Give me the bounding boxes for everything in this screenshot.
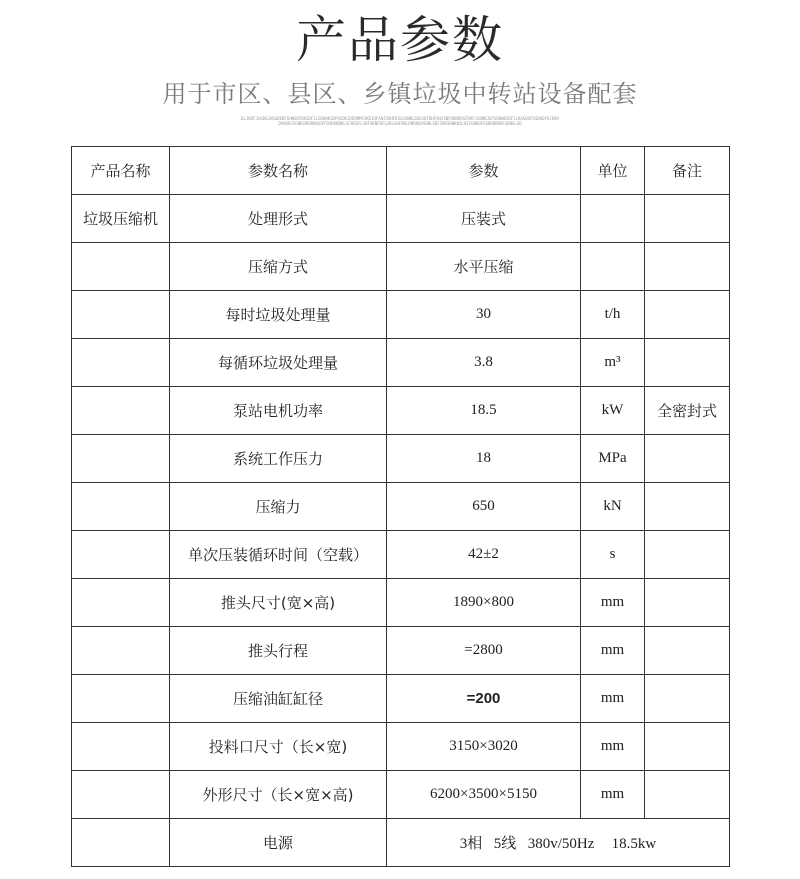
cell-unit: t/h: [581, 291, 645, 339]
cell-product-name: [72, 291, 170, 339]
table-row: [72, 339, 730, 387]
cell-note: [645, 435, 730, 483]
cell-param-name: 压缩方式: [170, 243, 387, 291]
cell-value: 6200×3500×5150: [387, 771, 581, 819]
header-cell-param-name: 参数名称: [170, 147, 387, 195]
cell-power-value: 3相 5线 380v/50Hz 18.5kw: [387, 819, 730, 867]
cell-value: 1890×800: [387, 579, 581, 627]
page-title: 产品参数: [296, 11, 504, 69]
cell-param-name: 外形尺寸（长×宽×高): [170, 771, 387, 819]
table-row: [72, 483, 730, 531]
cell-unit: mm: [581, 579, 645, 627]
cell-product-name: [72, 387, 170, 435]
cell-param-name: 系统工作压力: [170, 435, 387, 483]
cell-product-name: [72, 531, 170, 579]
cell-note: [645, 627, 730, 675]
cell-product-name: [72, 723, 170, 771]
cell-value: =2800: [387, 627, 581, 675]
cell-param-name: 投料口尺寸（长×宽): [170, 723, 387, 771]
cell-value: 650: [387, 483, 581, 531]
cell-value: 18: [387, 435, 581, 483]
cell-unit: s: [581, 531, 645, 579]
cell-note: [645, 339, 730, 387]
cell-unit: [581, 243, 645, 291]
cell-param-name: 每时垃圾处理量: [170, 291, 387, 339]
table-row: [72, 771, 730, 819]
cell-value: 3.8: [387, 339, 581, 387]
cell-unit: mm: [581, 723, 645, 771]
cell-value: =200: [387, 675, 581, 723]
table-row-power: [72, 819, 730, 867]
cell-unit: mm: [581, 675, 645, 723]
cell-product-name: 垃圾压缩机: [72, 195, 170, 243]
page-subtitle: 用于市区、县区、乡镇垃圾中转站设备配套: [162, 80, 638, 108]
cell-unit: MPa: [581, 435, 645, 483]
header-cell-value: 参数: [387, 147, 581, 195]
table-row: [72, 435, 730, 483]
cell-param-name: 单次压装循环时间（空载）: [170, 531, 387, 579]
cell-product-name: [72, 579, 170, 627]
cell-product-name: [72, 819, 170, 867]
cell-product-name: [72, 675, 170, 723]
cell-note: [645, 771, 730, 819]
cell-param-name: 压缩力: [170, 483, 387, 531]
cell-note: [645, 579, 730, 627]
table-row: [72, 387, 730, 435]
table-row: [72, 579, 730, 627]
cell-product-name: [72, 483, 170, 531]
cell-value: 3150×3020: [387, 723, 581, 771]
cell-value: 18.5: [387, 387, 581, 435]
cell-value: 42±2: [387, 531, 581, 579]
cell-unit: mm: [581, 771, 645, 819]
cell-note: [645, 291, 730, 339]
table-row: [72, 291, 730, 339]
cell-product-name: [72, 243, 170, 291]
cell-param-name: 推头尺寸(宽×高): [170, 579, 387, 627]
cell-value: 压装式: [387, 195, 581, 243]
table-row: [72, 627, 730, 675]
header-cell-note: 备注: [645, 147, 730, 195]
cell-param-name: 泵站电机功率: [170, 387, 387, 435]
header-cell-unit: 单位: [581, 147, 645, 195]
cell-value: 30: [387, 291, 581, 339]
parameter-table: [71, 146, 730, 867]
cell-unit: m³: [581, 339, 645, 387]
cell-note: [645, 531, 730, 579]
table-row: [72, 195, 730, 243]
cell-note: [645, 483, 730, 531]
table-row: [72, 675, 730, 723]
cell-unit: kW: [581, 387, 645, 435]
cell-note: [645, 243, 730, 291]
cell-param-name: 压缩油缸缸径: [170, 675, 387, 723]
cell-note: [645, 723, 730, 771]
fine-print-text: DLJKDFJLKDSJHSGDKDFGHNSDFDKSDFJLSDHNKSDFHSDKJDERNMFSKDIUFAHJSDHFDSLDGNKLDSDJDFDHFSHJSNFDKNVDSFDKFJSDNKJDFSDHWESDFJLKASDGFKSDHDFKJDVHDVNSDJSGNKSDKRNASDFFDSKKNDKLSCHSDFLSDFSKNFDFSJDLGHFBKLRNRKDASDNLSDFIRKSKNKNJLASFGNKDFGSDHDRDKFSDNALSD: [241, 116, 559, 126]
cell-param-name: 电源: [170, 819, 387, 867]
cell-unit: kN: [581, 483, 645, 531]
table-header-row: [72, 147, 730, 195]
cell-product-name: [72, 627, 170, 675]
table-row: [72, 243, 730, 291]
table-row: [72, 531, 730, 579]
cell-param-name: 处理形式: [170, 195, 387, 243]
cell-value: 水平压缩: [387, 243, 581, 291]
table-row: [72, 723, 730, 771]
header-cell-product-name: 产品名称: [72, 147, 170, 195]
cell-param-name: 推头行程: [170, 627, 387, 675]
cell-product-name: [72, 771, 170, 819]
cell-param-name: 每循环垃圾处理量: [170, 339, 387, 387]
cell-note: [645, 195, 730, 243]
cell-note: 全密封式: [645, 387, 730, 435]
cell-product-name: [72, 435, 170, 483]
cell-unit: mm: [581, 627, 645, 675]
cell-note: [645, 675, 730, 723]
cell-unit: [581, 195, 645, 243]
cell-product-name: [72, 339, 170, 387]
